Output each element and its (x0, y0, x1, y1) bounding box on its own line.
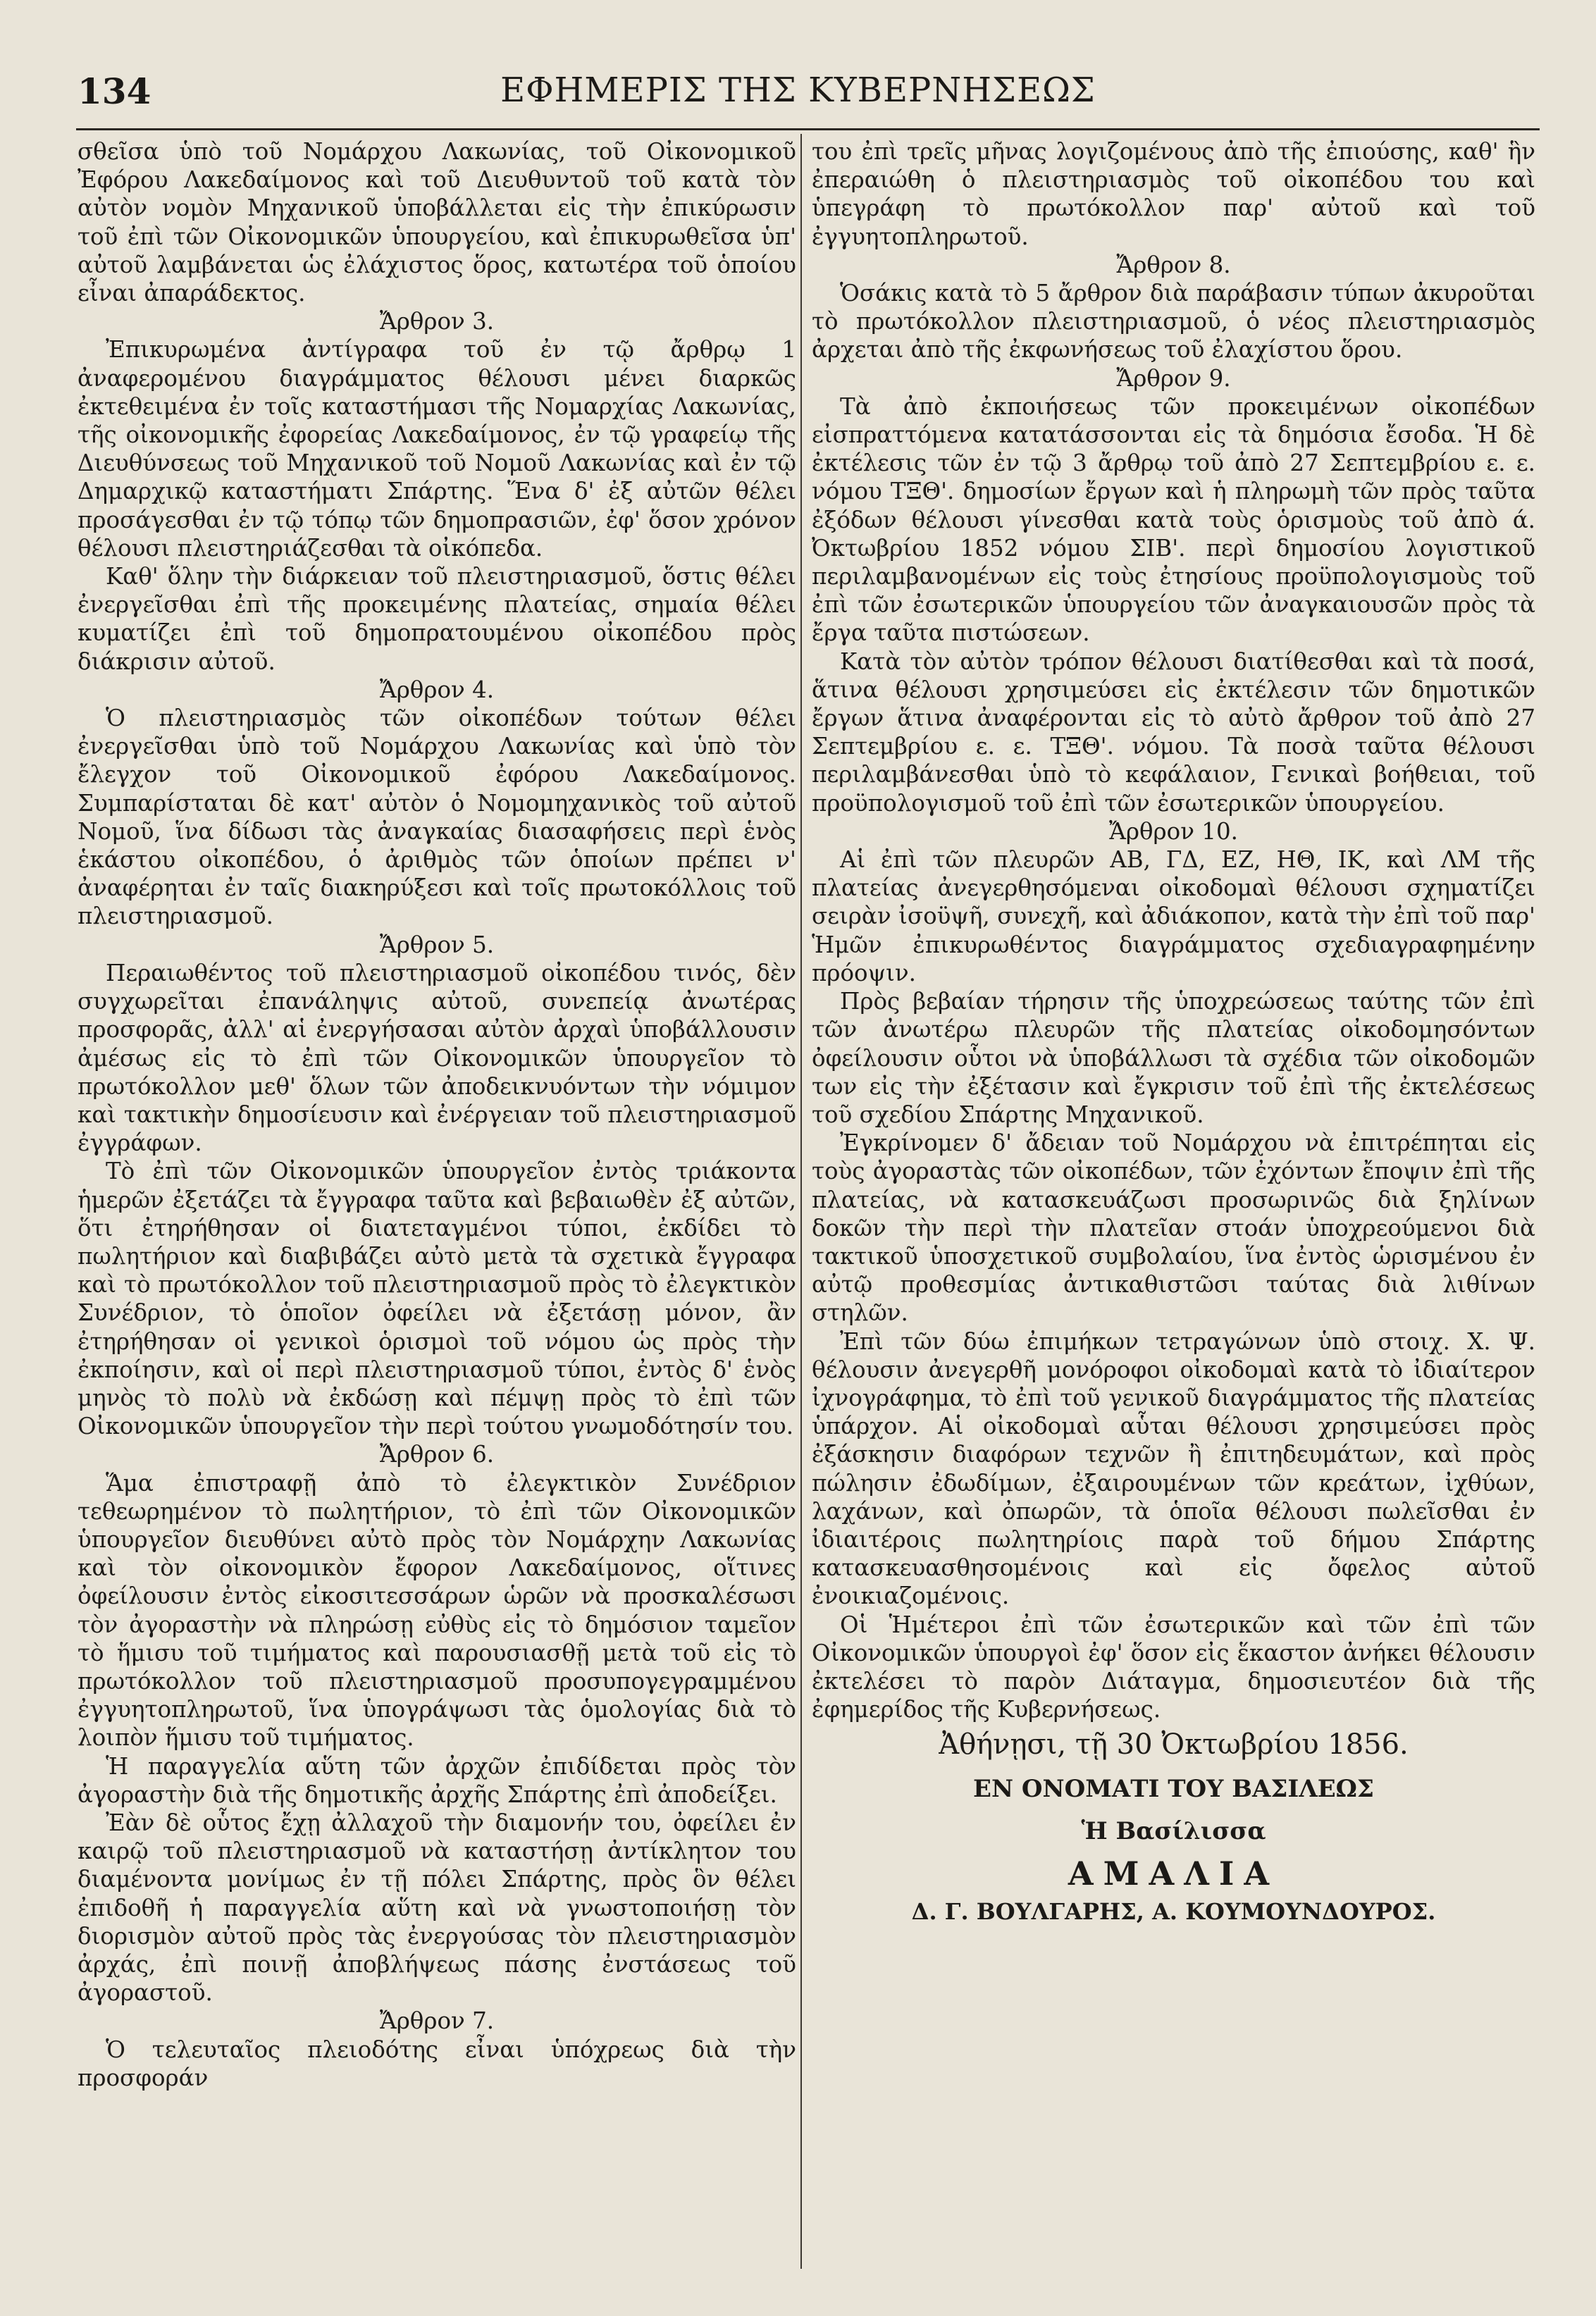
article-heading: Ἄρθρον 3. (379, 308, 495, 335)
paragraph: Ἅμα ἐπιστραφῇ ἀπὸ τὸ ἐλεγκτικὸν Συνέδριον τεθεωρημένον τὸ πωλητήριον, τὸ ἐπὶ τῶν Οἰκονομικῶν ὑπουργεῖον διευθύνει αὐτὸ πρὸς τὸν Νομάρχην Λακωνίας καὶ τὸν οἰκονομικὸν ἔφορον Λακεδαίμονος, οἵτινες ὀφείλουσιν ἐντὸς εἰκοσιτεσσάρων ὡρῶν νὰ προσκαλέσωσι τὸν ἀγοραστὴν νὰ πληρώσῃ εὐθὺς εἰς τὸ δημόσιον ταμεῖον τὸ ἥμισυ τοῦ τιμήματος καὶ παρουσιασθῇ μετὰ τοῦ εἰς τὸ πρωτόκολλον τοῦ πλειστηριασμοῦ προσυπογεγραμμένου ἐγγυητοπληρωτοῦ, ἵνα ὑπογράψωσι τὰς ὁμολογίας διὰ τὸ λοιπὸν ἥμισυ τοῦ τιμήματος. (78, 1469, 796, 1752)
page-title: ΕΦΗΜΕΡΙΣ ΤΗΣ ΚΥΒΕΡΝΗΣΕΩΣ (500, 70, 1096, 110)
article-heading: Ἄρθρον 7. (379, 2007, 495, 2035)
right-column (812, 137, 1535, 1926)
column-divider (800, 134, 802, 2269)
paragraph: του ἐπὶ τρεῖς μῆνας λογιζομένους ἀπὸ τῆς ἐπιούσης, καθ' ἣν ἐπεραιώθη ὁ πλειστηριασμὸς τοῦ οἰκοπέδου του καὶ ὑπεγράφη τὸ πρωτόκολλον παρ' αὐτοῦ καὶ τοῦ ἐγγυητοπληρωτοῦ. (812, 138, 1535, 250)
paragraph: Ἐγκρίνομεν δ' ἄδειαν τοῦ Νομάρχου νὰ ἐπιτρέπηται εἰς τοὺς ἀγοραστὰς τῶν οἰκοπέδων, τῶν ἐχόντων ἔποψιν ἐπὶ τῆς πλατείας, νὰ κατασκευάζωσι προσωρινῶς διὰ ξηλίνων δοκῶν τὴν περὶ τὴν πλατεῖαν στοάν ὑποχρεούμενοι διὰ τακτικοῦ ὑποσχετικοῦ συμβολαίου, ἵνα ἐντὸς ὡρισμένου ἐν αὐτῷ προθεσμίας ἀντικαθιστῶσι ταύτας διὰ λιθίνων στηλῶν. (812, 1129, 1535, 1327)
paragraph: Πρὸς βεβαίαν τήρησιν τῆς ὑποχρεώσεως ταύτης τῶν ἐπὶ τῶν ἀνωτέρω πλευρῶν τῆς πλατείας οἰκοδομησόντων ὀφείλουσιν οὗτοι νὰ ὑποβάλλωσι τὰ σχέδια τῶν οἰκοδομῶν των εἰς τὴν ἐξέτασιν καὶ ἔγκρισιν τοῦ ἐπὶ τῆς ἐκτελέσεως τοῦ σχεδίου Σπάρτης Μηχανικοῦ. (812, 988, 1535, 1128)
paragraph: Περαιωθέντος τοῦ πλειστηριασμοῦ οἰκοπέδου τινός, δὲν συγχωρεῖται ἐπανάληψις αὐτοῦ, συνεπείᾳ ἀνωτέρας προσφορᾶς, ἀλλ' αἱ ἐνεργήσασαι αὐτὸν ἀρχαὶ ὑποβάλλουσιν ἀμέσως εἰς τὸ ἐπὶ τῶν Οἰκονομικῶν ὑπουργεῖον τὸ πρωτόκολλον μεθ' ὅλων τῶν ἀποδεικνυόντων τὴν νόμιμον καὶ τακτικὴν δημοσίευσιν καὶ ἐνέργειαν τοῦ πλειστηριασμοῦ ἐγγράφων. (78, 959, 796, 1157)
paragraph: Ἐὰν δὲ οὗτος ἔχῃ ἀλλαχοῦ τὴν διαμονήν του, ὀφείλει ἐν καιρῷ τοῦ πλειστηριασμοῦ νὰ καταστήσῃ ἀντίκλητον του διαμένοντα μονίμως ἐν τῇ πόλει Σπάρτης, πρὸς ὃν θέλει ἐπιδοθῆ ἡ παραγγελία αὕτη καὶ νὰ γνωστοποιήσῃ τὸν διορισμὸν αὐτοῦ πρὸς τὰς ἐνεργούσας τὸν πλειστηριασμὸν ἀρχάς, ἐπὶ ποινῇ ἀποβλήψεως πάσης ἐνστάσεως τοῦ ἀγοραστοῦ. (78, 1809, 796, 2007)
article-heading: Ἄρθρον 4. (379, 676, 495, 703)
queen-title: Ἡ Βασίλισσα (1081, 1816, 1266, 1845)
minister-signatures: Δ. Γ. ΒΟΥΛΓΑΡΗΣ, Α. ΚΟΥΜΟΥΝΔΟΥΡΟΣ. (911, 1898, 1436, 1926)
paragraph: σθεῖσα ὑπὸ τοῦ Νομάρχου Λακωνίας, τοῦ Οἰκονομικοῦ Ἐφόρου Λακεδαίμονος καὶ τοῦ Διευθυντοῦ τοῦ κατὰ τὸν αὐτὸν νομὸν Μηχανικοῦ ὑποβάλλεται εἰς τὴν ἐπικύρωσιν τοῦ ἐπὶ τῶν Οἰκονομικῶν ὑπουργείου, καὶ ἐπικυρωθεῖσα ὑπ' αὐτοῦ λαμβάνεται ὡς ἐλάχιστος ὅρος, κατωτέρα τοῦ ὁποίου εἶναι ἀπαράδεκτος. (78, 138, 796, 307)
royal-formula: ΕΝ ΟΝΟΜΑΤΙ ΤΟΥ ΒΑΣΙΛΕΩΣ (973, 1774, 1374, 1803)
paragraph: Κατὰ τὸν αὐτὸν τρόπον θέλουσι διατίθεσθαι καὶ τὰ ποσά, ἅτινα θέλουσι χρησιμεύσει εἰς ἐκτέλεσιν τῶν δημοτικῶν ἔργων ἅτινα ἀναφέρονται εἰς τὸ αὐτὸ ἄρθρον τοῦ ἀπὸ 27 Σεπτεμβρίου ε. ε. ΤΞΘ'. νόμου. Τὰ ποσὰ ταῦτα θέλουσι περιλαμβάνεσθαι ὑπὸ τὸ κεφάλαιον, Γενικαὶ βοήθειαι, τοῦ προϋπολογισμοῦ τοῦ ἐπὶ τῶν ἐσωτερικῶν ὑπουργείου. (812, 648, 1535, 817)
paragraph: Τὰ ἀπὸ ἐκποιήσεως τῶν προκειμένων οἰκοπέδων εἰσπραττόμενα κατατάσσονται εἰς τὰ δημόσια ἔσοδα. Ἡ δὲ ἐκτέλεσις τῶν ἐν τῷ 3 ἄρθρῳ τοῦ ἀπὸ 27 Σεπτεμβρίου ε. ε. νόμου ΤΞΘ'. δημοσίων ἔργων καὶ ἡ πληρωμὴ τῶν πρὸς ταῦτα ἐξόδων θέλουσι γίνεσθαι κατὰ τοὺς ὁρισμοὺς τοῦ ἀπὸ ά. Ὀκτωβρίου 1852 νόμου ΣΙΒ'. περὶ δημοσίου λογιστικοῦ περιλαμβανομένων εἰς τοὺς ἐτησίους προϋπολογισμοὺς τοῦ ἐπὶ τῶν ἐσωτερικῶν ὑπουργείου τῶν ἀναγκαιουσῶν πρὸς τὰ ἔργα ταῦτα πιστώσεων. (812, 392, 1535, 647)
signature-date: Ἀθήνῃσι, τῇ 30 Ὀκτωβρίου 1856. (939, 1728, 1409, 1761)
page-header (0, 0, 1596, 112)
article-heading: Ἄρθρον 10. (1109, 817, 1238, 845)
paragraph: Τὸ ἐπὶ τῶν Οἰκονομικῶν ὑπουργεῖον ἐντὸς τριάκοντα ἡμερῶν ἐξετάζει τὰ ἔγγραφα ταῦτα καὶ βεβαιωθὲν ἐξ αὐτῶν, ὅτι ἐτηρήθησαν οἱ διατεταγμένοι τύποι, ἐκδίδει τὸ πωλητήριον καὶ διαβιβάζει αὐτὸ μετὰ τὰ σχετικὰ ἔγγραφα καὶ τὸ πρωτόκολλον τοῦ πλειστηριασμοῦ πρὸς τὸ ἐλεγκτικὸν Συνέδριον, τὸ ὁποῖον ὀφείλει νὰ ἐξετάσῃ μόνον, ἂν ἐτηρήθησαν οἱ γενικοὶ ὁρισμοὶ τοῦ νόμου ὡς πρὸς τὴν ἐκποίησιν, καὶ οἱ περὶ πλειστηριασμοῦ τύποι, ἐντὸς δ' ἑνὸς μηνὸς τὸ πολὺ νὰ ἐκδώσῃ καὶ πέμψῃ πρὸς τὸ ἐπὶ τῶν Οἰκονομικῶν ὑπουργεῖον τὴν περὶ τούτου γνωμοδότησίν του. (78, 1158, 796, 1440)
left-column (78, 137, 796, 2092)
paragraph: Ἐπικυρωμένα ἀντίγραφα τοῦ ἐν τῷ ἄρθρῳ 1 ἀναφερομένου διαγράμματος θέλουσι μένει διαρκῶς ἐκτεθειμένα ἐν τοῖς καταστήμασι τῆς Νομαρχίας Λακωνίας, τῆς οἰκονομικῆς ἐφορείας Λακεδαίμονος, ἐν τῷ γραφείῳ τῆς Διευθύνσεως τοῦ Μηχανικοῦ τοῦ Νομοῦ Λακωνίας καὶ ἐν τῷ Δημαρχικῷ καταστήματι Σπάρτης. Ἕνα δ' ἐξ αὐτῶν θέλει προσάγεσθαι ἐν τῷ τόπῳ τῶν δημοπρασιῶν, ἐφ' ὅσον χρόνον θέλουσι πλειστηριάζεσθαι τὰ οἰκόπεδα. (78, 336, 796, 562)
page-number: 134 (78, 70, 151, 112)
paragraph: Ὁ πλειστηριασμὸς τῶν οἰκοπέδων τούτων θέλει ἐνεργεῖσθαι ὑπὸ τοῦ Νομάρχου Λακωνίας καὶ ὑπὸ τὸν ἔλεγχον τοῦ Οἰκονομικοῦ ἐφόρου Λακεδαίμονος. Συμπαρίσταται δὲ κατ' αὐτὸν ὁ Νομομηχανικὸς τοῦ αὐτοῦ Νομοῦ, ἵνα δίδωσι τὰς ἀναγκαίας διασαφήσεις περὶ ἑνὸς ἑκάστου οἰκοπέδου, ὁ ἀριθμὸς τῶν ὁποίων πρέπει ν' ἀναφέρηται ἐν ταῖς διακηρύξεσι καὶ τοῖς πρωτοκόλλοις τοῦ πλειστηριασμοῦ. (78, 705, 796, 930)
paragraph: Αἱ ἐπὶ τῶν πλευρῶν ΑΒ, ΓΔ, ΕΖ, ΗΘ, ΙΚ, καὶ ΛΜ τῆς πλατείας ἀνεγερθησόμεναι οἰκοδομαὶ θέλουσι σχηματίζει σειρὰν ἰσοϋψῆ, συνεχῆ, καὶ ἀδιάκοπον, κατὰ τὴν ἐπὶ τοῦ παρ' Ἡμῶν ἐπικυρωθέντος διαγράμματος σχεδιαγραφημένην πρόοψιν. (812, 846, 1535, 986)
paragraph: Ὁσάκις κατὰ τὸ 5 ἄρθρον διὰ παράβασιν τύπων ἀκυροῦται τὸ πρωτόκολλον πλειστηριασμοῦ, ὁ νέος πλειστηριασμὸς ἀρχεται ἀπὸ τῆς ἐκφωνήσεως τοῦ ἐλαχίστου ὅρου. (812, 280, 1535, 364)
article-heading: Ἄρθρον 5. (379, 931, 495, 958)
paragraph: Καθ' ὅλην τὴν διάρκειαν τοῦ πλειστηριασμοῦ, ὅστις θέλει ἐνεργεῖσθαι ἐπὶ τῆς προκειμένης πλατείας, σημαία θέλει κυματίζει ἐπὶ τοῦ δημοπρατουμένου οἰκοπέδου πρὸς διάκρισιν αὐτοῦ. (78, 563, 796, 675)
paragraph: Ἡ παραγγελία αὕτη τῶν ἀρχῶν ἐπιδίδεται πρὸς τὸν ἀγοραστὴν διὰ τῆς δημοτικῆς ἀρχῆς Σπάρτης ἐπὶ ἀποδείξει. (78, 1752, 796, 1808)
paragraph: Ἐπὶ τῶν δύω ἐπιμήκων τετραγώνων ὑπὸ στοιχ. Χ. Ψ. θέλουσιν ἀνεγερθῆ μονόροφοι οἰκοδομαὶ κατὰ τὸ ἰδιαίτερον ἰχνογράφημα, τὸ ἐπὶ τοῦ γενικοῦ διαγράμματος τῆς πλατείας ὑπάρχον. Αἱ οἰκοδομαὶ αὗται θέλουσι χρησιμεύσει πρὸς ἐξάσκησιν διαφόρων τεχνῶν ἢ ἐπιτηδευμάτων, καὶ πρὸς πώλησιν ἐδωδίμων, ἐξαιρουμένων τῶν κρεάτων, ἰχθύων, λαχάνων, καὶ ὀπωρῶν, τὰ ὁποῖα θέλουσι πωλεῖσθαι ἐν ἰδιαιτέροις πωλητηρίοις παρὰ τοῦ δήμου Σπάρτης κατασκευασθησομένοις καὶ εἰς ὄφελος αὐτοῦ ἐνοικιαζομένοις. (812, 1327, 1535, 1610)
article-heading: Ἄρθρον 6. (379, 1441, 495, 1468)
article-heading: Ἄρθρον 8. (1116, 251, 1231, 278)
right-column-text (812, 137, 1535, 1723)
article-heading: Ἄρθρον 9. (1116, 364, 1231, 392)
paragraph: Ὁ τελευταῖος πλειοδότης εἶναι ὑπόχρεως διὰ τὴν προσφοράν (78, 2036, 796, 2091)
paragraph: Οἱ Ἡμέτεροι ἐπὶ τῶν ἐσωτερικῶν καὶ τῶν ἐπὶ τῶν Οἰκονομικῶν ὑπουργοὶ ἐφ' ὅσον εἰς ἕκαστον ἀνήκει θέλουσιν ἐκτελέσει τὸ παρὸν Διάταγμα, δημοσιευτέον διὰ τῆς ἐφημερίδος τῆς Κυβερνήσεως. (812, 1611, 1535, 1723)
signature-block (812, 1730, 1535, 1926)
header-divider (76, 128, 1540, 130)
queen-name: ΑΜΑΛΙΑ (1068, 1854, 1280, 1893)
